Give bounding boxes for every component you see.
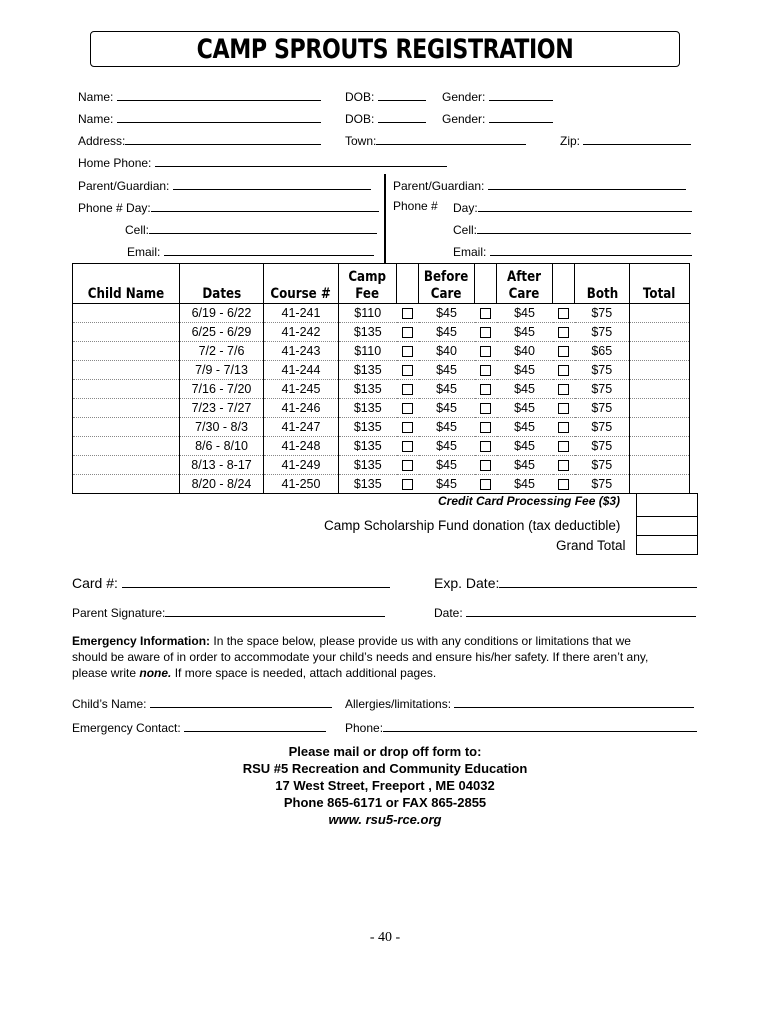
camp-fee-checkbox[interactable] [397, 437, 419, 456]
card-label: Card #: [72, 575, 118, 591]
page-title: CAMP SPROUTS REGISTRATION [196, 34, 574, 65]
child-name-cell[interactable] [73, 304, 180, 323]
after-care-checkbox[interactable] [553, 380, 575, 399]
dates-cell: 7/23 - 7/27 [180, 399, 264, 418]
exp-label: Exp. Date: [434, 575, 500, 591]
phone-day-field-right[interactable] [453, 199, 692, 215]
header-spacer [397, 264, 419, 304]
camp-fee-checkbox[interactable] [397, 361, 419, 380]
camp-fee-cell: $135 [339, 399, 397, 418]
child-name-cell[interactable] [73, 361, 180, 380]
camp-fee-cell: $135 [339, 323, 397, 342]
camp-fee-checkbox[interactable] [397, 399, 419, 418]
org-phone: Phone 865-6171 or FAX 865-2855 [283, 795, 487, 810]
after-care-cell: $45 [497, 418, 553, 437]
both-cell: $75 [575, 475, 630, 494]
camp-fee-checkbox[interactable] [397, 418, 419, 437]
total-cell[interactable] [630, 304, 690, 323]
header-camp-fee: Camp Fee [339, 264, 397, 304]
table-row [73, 399, 690, 418]
checkbox-icon[interactable] [480, 460, 491, 471]
before-care-cell: $45 [419, 361, 475, 380]
camp-fee-checkbox[interactable] [397, 380, 419, 399]
checkbox-icon[interactable] [558, 327, 569, 338]
before-care-checkbox[interactable] [475, 399, 497, 418]
dates-cell: 7/16 - 7/20 [180, 380, 264, 399]
table-row [73, 380, 690, 399]
credit-card-fee-label: Credit Card Processing Fee ($3) [438, 494, 621, 508]
before-care-checkbox[interactable] [475, 342, 497, 361]
email-field-right[interactable] [453, 243, 692, 259]
table-row [73, 342, 690, 361]
dates-cell: 8/6 - 8/10 [180, 437, 264, 456]
checkbox-icon[interactable] [402, 365, 413, 376]
child-name-cell[interactable] [73, 475, 180, 494]
course-cell: 41-247 [264, 418, 339, 437]
dates-cell: 6/19 - 6/22 [180, 304, 264, 323]
checkbox-icon[interactable] [480, 308, 491, 319]
checkbox-icon[interactable] [558, 403, 569, 414]
before-care-cell: $40 [419, 342, 475, 361]
dates-cell: 7/9 - 7/13 [180, 361, 264, 380]
before-care-checkbox[interactable] [475, 304, 497, 323]
header-spacer [553, 264, 575, 304]
header-course: Course # [264, 264, 339, 304]
checkbox-icon[interactable] [558, 479, 569, 490]
day-label: Day: [453, 201, 478, 215]
both-cell: $75 [575, 323, 630, 342]
before-care-checkbox[interactable] [475, 437, 497, 456]
checkbox-icon[interactable] [480, 327, 491, 338]
after-care-checkbox[interactable] [553, 304, 575, 323]
checkbox-icon[interactable] [558, 441, 569, 452]
before-care-checkbox[interactable] [475, 380, 497, 399]
title-box [90, 31, 680, 67]
after-care-cell: $45 [497, 361, 553, 380]
checkbox-icon[interactable] [480, 346, 491, 357]
emergency-phone-label: Phone: [345, 721, 384, 735]
camp-fee-checkbox[interactable] [397, 475, 419, 494]
total-cell[interactable] [630, 361, 690, 380]
dates-cell: 7/2 - 7/6 [180, 342, 264, 361]
checkbox-icon[interactable] [480, 403, 491, 414]
header-spacer [475, 264, 497, 304]
checkbox-icon[interactable] [558, 346, 569, 357]
after-care-checkbox[interactable] [553, 418, 575, 437]
dates-cell: 8/20 - 8/24 [180, 475, 264, 494]
after-care-cell: $45 [497, 323, 553, 342]
childs-name-field[interactable] [72, 695, 332, 711]
course-cell: 41-246 [264, 399, 339, 418]
dates-cell: 6/25 - 6/29 [180, 323, 264, 342]
town-label: Town: [345, 134, 377, 148]
before-care-checkbox[interactable] [475, 475, 497, 494]
child-name-cell[interactable] [73, 399, 180, 418]
dob-label: DOB: [345, 90, 375, 104]
cell-label: Cell: [125, 223, 150, 237]
emergency-contact-label: Emergency Contact: [72, 721, 181, 735]
both-cell: $75 [575, 361, 630, 380]
both-cell: $75 [575, 456, 630, 475]
date-label: Date: [434, 606, 463, 620]
after-care-checkbox[interactable] [553, 342, 575, 361]
org-address: 17 West Street, Freeport , ME 04032 [275, 778, 495, 793]
both-cell: $65 [575, 342, 630, 361]
before-care-checkbox[interactable] [475, 418, 497, 437]
grand-total-label: Grand Total [556, 538, 626, 553]
camp-fee-checkbox[interactable] [397, 342, 419, 361]
total-cell[interactable] [630, 342, 690, 361]
child-name-cell[interactable] [73, 456, 180, 475]
zip-label: Zip: [560, 134, 581, 148]
parent-guardian-field-right[interactable] [393, 177, 686, 193]
card-number-field[interactable] [72, 573, 390, 591]
checkbox-icon[interactable] [402, 422, 413, 433]
after-care-cell: $40 [497, 342, 553, 361]
before-care-cell: $45 [419, 456, 475, 475]
camp-fee-cell: $110 [339, 304, 397, 323]
table-row [73, 437, 690, 456]
course-cell: 41-249 [264, 456, 339, 475]
parent-guardian-label: Parent/Guardian: [393, 179, 485, 193]
after-care-cell: $45 [497, 399, 553, 418]
course-cell: 41-242 [264, 323, 339, 342]
allergies-label: Allergies/limitations: [345, 697, 452, 711]
course-cell: 41-243 [264, 342, 339, 361]
address-label: Address: [78, 134, 126, 148]
course-cell: 41-250 [264, 475, 339, 494]
signature-field[interactable] [72, 604, 385, 620]
after-care-cell: $45 [497, 380, 553, 399]
table-row [73, 304, 690, 323]
checkbox-icon[interactable] [480, 365, 491, 376]
after-care-checkbox[interactable] [553, 475, 575, 494]
camp-fee-checkbox[interactable] [397, 456, 419, 475]
email-label: Email: [453, 245, 487, 259]
before-care-cell: $45 [419, 323, 475, 342]
gender-field-1[interactable] [442, 88, 553, 104]
total-cell[interactable] [630, 437, 690, 456]
name-field-2[interactable] [78, 110, 321, 126]
camp-fee-cell: $135 [339, 475, 397, 494]
parent-guardian-field-left[interactable] [78, 177, 371, 193]
checkbox-icon[interactable] [558, 460, 569, 471]
checkbox-icon[interactable] [402, 308, 413, 319]
after-care-checkbox[interactable] [553, 323, 575, 342]
exp-date-field[interactable] [434, 573, 697, 591]
column-divider [384, 174, 386, 264]
total-cell[interactable] [630, 418, 690, 437]
before-care-checkbox[interactable] [475, 323, 497, 342]
checkbox-icon[interactable] [558, 308, 569, 319]
both-cell: $75 [575, 399, 630, 418]
org-name: RSU #5 Recreation and Community Education [242, 761, 528, 776]
total-cell[interactable] [630, 475, 690, 494]
dob-field-2[interactable] [345, 110, 426, 126]
name-field-1[interactable] [78, 88, 321, 104]
checkbox-icon[interactable] [402, 460, 413, 471]
after-care-checkbox[interactable] [553, 361, 575, 380]
checkbox-icon[interactable] [402, 327, 413, 338]
child-name-cell[interactable] [73, 437, 180, 456]
checkbox-icon[interactable] [558, 365, 569, 376]
before-care-cell: $45 [419, 475, 475, 494]
child-name-cell[interactable] [73, 418, 180, 437]
after-care-cell: $45 [497, 456, 553, 475]
camp-fee-cell: $135 [339, 456, 397, 475]
cell-field-left[interactable] [125, 221, 377, 237]
after-care-cell: $45 [497, 437, 553, 456]
total-cell[interactable] [630, 380, 690, 399]
after-care-checkbox[interactable] [553, 437, 575, 456]
before-care-checkbox[interactable] [475, 456, 497, 475]
dates-cell: 7/30 - 8/3 [180, 418, 264, 437]
both-cell: $75 [575, 304, 630, 323]
emergency-contact-field[interactable] [72, 719, 326, 735]
header-after-care: After Care [497, 264, 553, 304]
table-row [73, 323, 690, 342]
cell-field-right[interactable] [453, 221, 691, 237]
emergency-heading: Emergency Information: [72, 634, 211, 648]
allergies-field[interactable] [345, 695, 694, 711]
gender-label: Gender: [442, 90, 486, 104]
both-cell: $75 [575, 437, 630, 456]
cell-label: Cell: [453, 223, 478, 237]
checkbox-icon[interactable] [480, 422, 491, 433]
course-cell: 41-241 [264, 304, 339, 323]
before-care-cell: $45 [419, 437, 475, 456]
camp-fee-cell: $110 [339, 342, 397, 361]
child-name-cell[interactable] [73, 323, 180, 342]
checkbox-icon[interactable] [558, 384, 569, 395]
name-label: Name: [78, 90, 114, 104]
gender-label: Gender: [442, 112, 486, 126]
child-name-cell[interactable] [73, 342, 180, 361]
checkbox-icon[interactable] [402, 384, 413, 395]
checkbox-icon[interactable] [480, 384, 491, 395]
checkbox-icon[interactable] [480, 441, 491, 452]
phone-day-field-left[interactable] [78, 199, 379, 215]
mail-instruction: Please mail or drop off form to: [288, 744, 482, 759]
both-cell: $75 [575, 418, 630, 437]
phone-label-right: Phone # [393, 199, 438, 213]
home-phone-field[interactable] [78, 154, 447, 170]
before-care-cell: $45 [419, 380, 475, 399]
emergency-text-line-2: should be aware of in order to accommodate your child’s needs and ensure his/her safety. If there aren’t any, [72, 650, 649, 664]
phone-day-label: Phone # Day: [78, 201, 151, 215]
after-care-checkbox[interactable] [553, 399, 575, 418]
parent-guardian-label: Parent/Guardian: [78, 179, 170, 193]
course-cell: 41-248 [264, 437, 339, 456]
table-row [73, 456, 690, 475]
total-cell[interactable] [630, 323, 690, 342]
camp-fee-cell: $135 [339, 380, 397, 399]
total-cell[interactable] [630, 399, 690, 418]
header-before-care: Before Care [419, 264, 475, 304]
emergency-text-line-1: Emergency Information: In the space below, please provide us with any conditions or limitations that we [72, 634, 631, 648]
camp-fee-cell: $135 [339, 361, 397, 380]
both-cell: $75 [575, 380, 630, 399]
town-field[interactable] [345, 132, 526, 148]
dob-field-1[interactable] [345, 88, 426, 104]
emergency-text-line-3: please write none. If more space is needed, attach additional pages. [72, 666, 437, 680]
camp-fee-checkbox[interactable] [397, 304, 419, 323]
checkbox-icon[interactable] [402, 479, 413, 490]
dob-label: DOB: [345, 112, 375, 126]
course-cell: 41-245 [264, 380, 339, 399]
after-care-cell: $45 [497, 304, 553, 323]
org-website[interactable]: www. rsu5-rce.org [328, 812, 442, 827]
camp-fee-cell: $135 [339, 437, 397, 456]
after-care-cell: $45 [497, 475, 553, 494]
checkbox-icon[interactable] [402, 441, 413, 452]
date-field[interactable] [434, 604, 696, 620]
before-care-cell: $45 [419, 399, 475, 418]
header-dates: Dates [180, 264, 264, 304]
page-number: - 40 - [369, 930, 401, 945]
header-child-name: Child Name [73, 264, 180, 304]
grand-total-box[interactable] [636, 535, 698, 555]
camp-schedule-table [72, 263, 690, 494]
before-care-cell: $45 [419, 304, 475, 323]
email-field-left[interactable] [127, 243, 374, 259]
checkbox-icon[interactable] [480, 479, 491, 490]
course-cell: 41-244 [264, 361, 339, 380]
email-label: Email: [127, 245, 161, 259]
gender-field-2[interactable] [442, 110, 553, 126]
after-care-checkbox[interactable] [553, 456, 575, 475]
child-name-cell[interactable] [73, 380, 180, 399]
home-phone-label: Home Phone: [78, 156, 152, 170]
address-field[interactable] [78, 132, 321, 148]
camp-fee-cell: $135 [339, 418, 397, 437]
credit-card-fee-box[interactable] [636, 493, 698, 517]
table-row [73, 475, 690, 494]
checkbox-icon[interactable] [402, 346, 413, 357]
header-both: Both [575, 264, 630, 304]
name-label: Name: [78, 112, 114, 126]
scholarship-label: Camp Scholarship Fund donation (tax deductible) [324, 518, 621, 533]
emergency-phone-field[interactable] [345, 719, 697, 735]
table-row [73, 418, 690, 437]
table-row [73, 361, 690, 380]
signature-label: Parent Signature: [72, 606, 166, 620]
dates-cell: 8/13 - 8-17 [180, 456, 264, 475]
total-cell[interactable] [630, 456, 690, 475]
checkbox-icon[interactable] [402, 403, 413, 414]
camp-fee-checkbox[interactable] [397, 323, 419, 342]
scholarship-box[interactable] [636, 516, 698, 536]
header-total: Total [630, 264, 690, 304]
childs-name-label: Child’s Name: [72, 697, 147, 711]
before-care-checkbox[interactable] [475, 361, 497, 380]
before-care-cell: $45 [419, 418, 475, 437]
checkbox-icon[interactable] [558, 422, 569, 433]
zip-field[interactable] [560, 132, 691, 148]
